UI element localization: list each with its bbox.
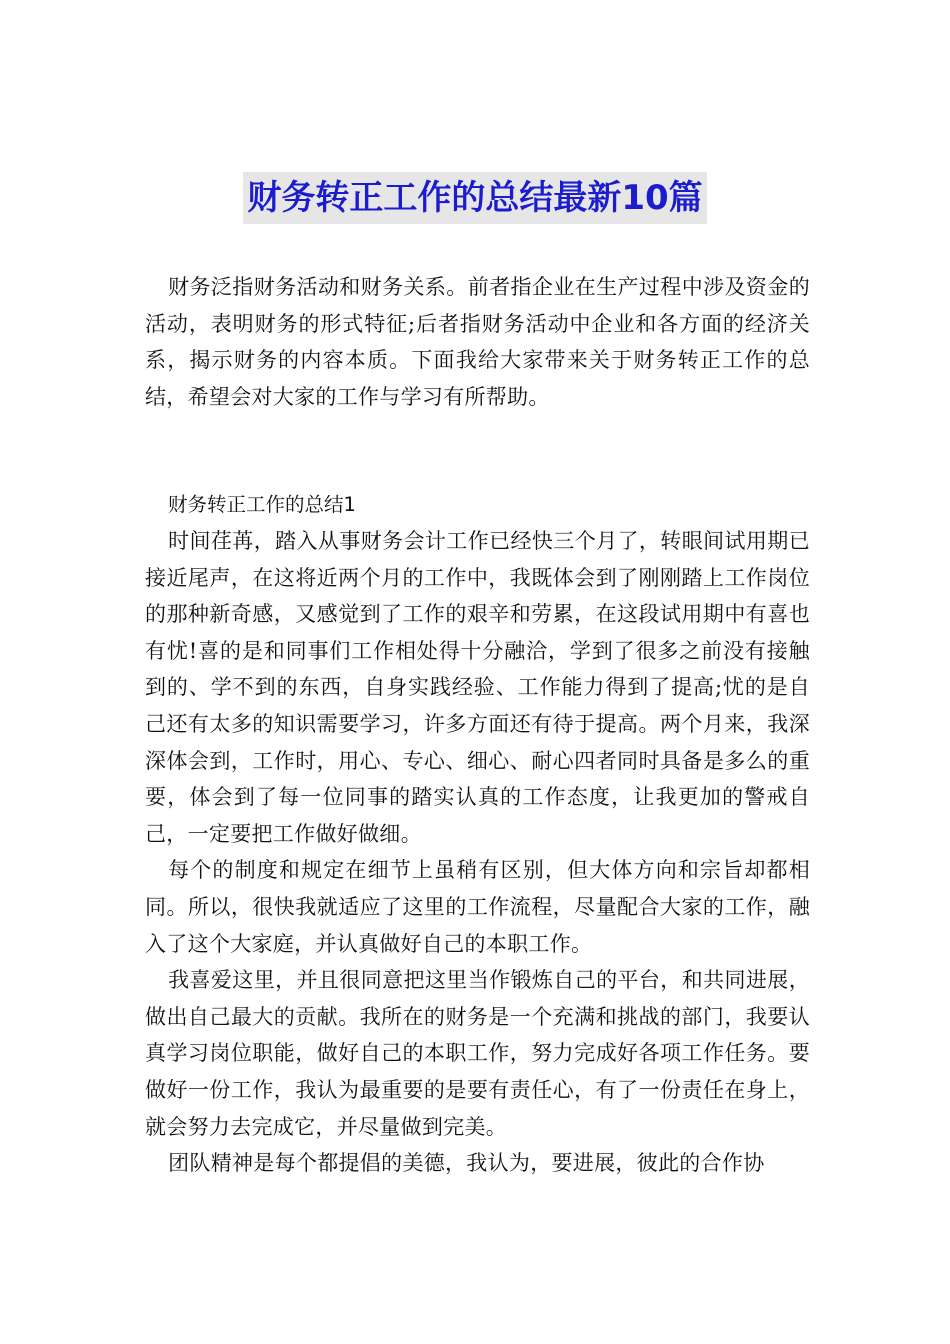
section-block (145, 487, 810, 1182)
intro-block (145, 269, 810, 415)
body-paragraph: 时间荏苒，踏入从事财务会计工作已经快三个月了，转眼间试用期已接近尾声，在这将近两个月的工作中，我既体会到了刚刚踏上工作岗位的那种新奇感，又感觉到了工作的艰辛和劳累，在这段试用期中有喜也有忧!喜的是和同事们工作相处得十分融洽，学到了很多之前没有接触到的、学不到的东西，自身实践经验、工作能力得到了提高;忧的是自己还有太多的知识需要学习，许多方面还有待于提高。两个月来，我深深体会到，工作时，用心、专心、细心、耐心四者同时具备是多么的重要，体会到了每一位同事的踏实认真的工作态度，让我更加的警戒自己，一定要把工作做好做细。 (145, 529, 810, 846)
body-paragraph: 每个的制度和规定在细节上虽稍有区别，但大体方向和宗旨却都相同。所以，很快我就适应了这里的工作流程，尽量配合大家的工作，融入了这个大家庭，并认真做好自己的本职工作。 (145, 858, 810, 956)
body-paragraph: 我喜爱这里，并且很同意把这里当作锻炼自己的平台，和共同进展，做出自己最大的贡献。我所在的财务是一个充满和挑战的部门，我要认真学习岗位职能，做好自己的本职工作，努力完成好各项工作任务。要做好一份工作，我认为最重要的是要有责任心，有了一份责任在身上，就会努力去完成它，并尽量做到完美。 (145, 968, 810, 1139)
document-title: 财务转正工作的总结最新10篇 (243, 172, 706, 224)
intro-paragraph: 财务泛指财务活动和财务关系。前者指企业在生产过程中涉及资金的活动，表明财务的形式特征;后者指财务活动中企业和各方面的经济关系，揭示财务的内容本质。下面我给大家带来关于财务转正工作的总结，希望会对大家的工作与学习有所帮助。 (145, 275, 810, 409)
title-container (0, 172, 950, 224)
section-heading: 财务转正工作的总结1 (168, 493, 356, 516)
body-paragraph: 团队精神是每个都提倡的美德，我认为，要进展，彼此的合作协 (168, 1151, 765, 1176)
